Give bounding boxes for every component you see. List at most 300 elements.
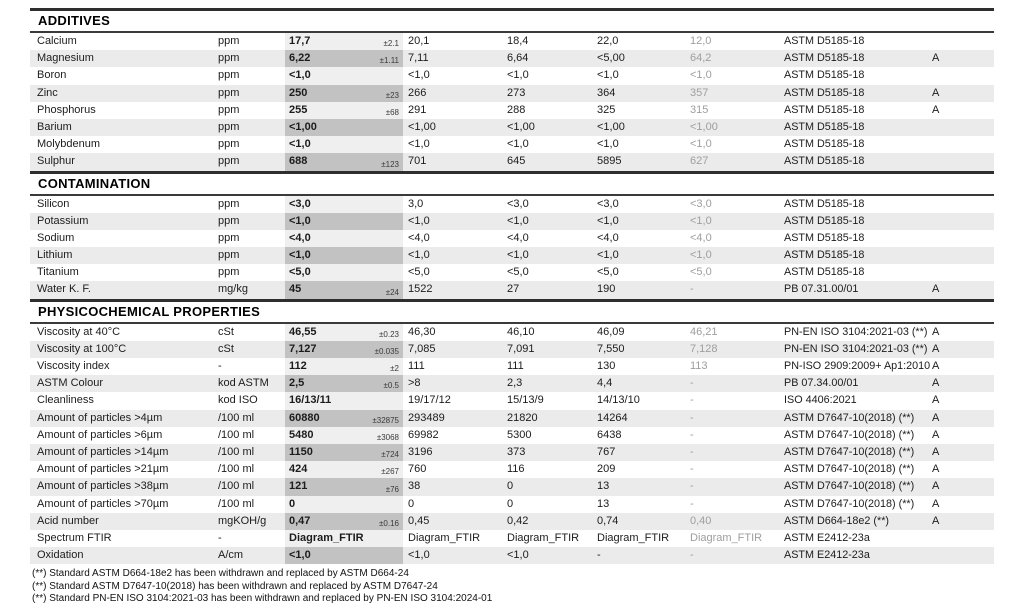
table-row [30,324,994,341]
comparison-value-4-cell: - [690,497,694,510]
parameter-name-cell: Water K. F. [37,283,91,296]
comparison-value-4-cell: 12,0 [690,35,712,47]
comparison-value-3-cell: <5,00 [597,52,625,65]
accreditation-flag-cell: A [932,86,940,99]
comparison-value-1-cell: 7,085 [408,342,436,355]
parameter-name-cell: Magnesium [37,52,94,65]
comparison-value-3-cell: 13 [597,497,610,510]
comparison-value-3-cell: 325 [597,103,616,116]
result-value-cell [285,496,403,513]
accreditation-flag-cell: A [932,411,940,424]
accreditation-flag-cell [930,33,994,50]
parameter-name-cell: Silicon [37,197,70,210]
result-value-cell [285,85,403,102]
result-value-cell [285,478,403,495]
result-value-cell [285,324,403,341]
accreditation-flag-cell: A [932,480,940,493]
parameter-name-cell: Sulphur [37,155,75,168]
comparison-value-2-cell: 116 [507,463,525,476]
test-method-cell: ASTM D5185-18 [784,103,865,116]
test-method-cell: PN-ISO 2909:2009+ Ap1:2010 [784,360,930,372]
table-row [30,496,994,513]
test-method-cell: ASTM D7647-10(2018) (**) [784,480,915,493]
comparison-value-1-cell: 0,45 [408,514,430,527]
table-row [30,547,994,564]
tolerance-value: ±23 [385,90,399,100]
comparison-value-3-cell: <3,0 [597,197,619,210]
accreditation-flag-cell: A [932,103,940,116]
table-row [30,136,994,153]
result-value-cell [285,119,403,136]
table-row [30,50,994,67]
comparison-value-4-cell: 0,40 [690,514,712,527]
comparison-value-3-cell: 4,4 [597,377,613,390]
test-method-cell: ASTM E2412-23a [784,531,870,544]
table-row [30,341,994,358]
comparison-value-4-cell: 64,2 [690,52,712,65]
comparison-value-3-cell: <1,0 [597,69,619,82]
result-value-cell [285,102,403,119]
accreditation-flag-cell: A [932,463,940,476]
comparison-value-1-cell: <1,0 [408,549,430,562]
test-method-cell: PB 07.34.00/01 [784,377,859,390]
comparison-value-3-cell: 13 [597,480,610,493]
comparison-value-2-cell: 5300 [507,428,532,441]
comparison-value-1-cell: <1,0 [408,138,430,151]
comparison-value-2-cell: 373 [507,445,526,458]
comparison-value-1-cell: 46,30 [408,325,436,338]
comparison-value-3-cell: 14/13/10 [597,394,640,407]
test-method-cell: PN-EN ISO 3104:2021-03 (**) [784,342,928,355]
accreditation-flag-cell [930,67,994,84]
result-value: <4,0 [289,231,311,244]
comparison-value-1-cell: Diagram_FTIR [408,531,481,544]
unit-cell: kod ISO [218,394,258,407]
result-value: 0 [289,497,296,510]
comparison-value-3-cell: 6438 [597,428,622,441]
table-row [30,67,994,84]
test-method-cell: ASTM D5185-18 [784,266,865,279]
result-value: <5,0 [289,266,311,279]
result-value: <1,0 [289,138,311,151]
result-value-cell [285,33,403,50]
result-value: <1,0 [289,69,311,82]
comparison-value-3-cell: 190 [597,283,616,296]
comparison-value-3-cell: Diagram_FTIR [597,531,670,544]
comparison-value-1-cell: <1,00 [408,120,436,133]
test-method-cell: ASTM E2412-23a [784,549,870,562]
comparison-value-2-cell: 15/13/9 [507,394,544,407]
comparison-value-4-cell: - [690,480,694,493]
comparison-value-3-cell: 46,09 [597,325,625,338]
table-row [30,213,994,230]
comparison-value-4-cell: <5,0 [690,266,712,279]
result-value-cell [285,461,403,478]
tolerance-value: ±0.5 [383,381,399,391]
result-value-cell [285,444,403,461]
tolerance-value: ±24 [385,287,399,297]
section-title: PHYSICOCHEMICAL PROPERTIES [30,299,994,324]
comparison-value-4-cell: <1,0 [690,249,712,262]
comparison-value-2-cell: <1,00 [507,120,535,133]
table-row [30,478,994,495]
result-value-cell [285,196,403,213]
tolerance-value: ±0.035 [374,347,399,356]
comparison-value-2-cell: <4,0 [507,231,529,244]
table-row [30,247,994,264]
comparison-value-4-cell: <1,0 [690,214,712,227]
parameter-name-cell: Viscosity at 100°C [37,342,127,355]
comparison-value-4-cell: 627 [690,155,709,168]
parameter-name-cell: Amount of particles >38µm [37,480,169,493]
tolerance-value: ±1.11 [379,56,399,66]
comparison-value-2-cell: 46,10 [507,325,535,338]
parameter-name-cell: Potassium [37,214,89,227]
result-value: 16/13/11 [289,394,332,407]
table-row [30,513,994,530]
result-value-cell [285,136,403,153]
result-value: <1,0 [289,214,311,227]
table-row [30,230,994,247]
result-value: 121 [289,480,308,493]
comparison-value-1-cell: 20,1 [408,35,430,47]
comparison-value-3-cell: <1,0 [597,214,619,227]
section-title: ADDITIVES [30,8,994,33]
test-method-cell: ASTM D7647-10(2018) (**) [784,428,915,441]
result-value: <1,0 [289,549,311,562]
unit-cell: ppm [218,249,240,262]
tolerance-value: ±0.16 [379,518,399,528]
test-method-cell: ASTM D5185-18 [784,86,865,99]
accreditation-flag-cell [930,264,994,281]
comparison-value-1-cell: <1,0 [408,249,430,262]
test-method-cell: ASTM D664-18e2 (**) [784,514,890,527]
parameter-name-cell: Amount of particles >21µm [37,463,169,476]
accreditation-flag-cell [930,247,994,264]
unit-cell: cSt [218,325,234,338]
comparison-value-2-cell: 0,42 [507,514,529,527]
test-method-cell: ISO 4406:2021 [784,394,857,407]
parameter-name-cell: Titanium [37,266,79,279]
comparison-value-2-cell: 0 [507,480,514,493]
comparison-value-3-cell: <1,0 [597,249,619,262]
tolerance-value: ±76 [385,484,399,494]
comparison-value-2-cell: 273 [507,86,526,99]
result-value-cell [285,281,403,298]
result-value: 424 [289,463,308,476]
unit-cell: ppm [218,231,240,244]
result-value: 255 [289,103,308,116]
parameter-name-cell: Calcium [37,35,77,47]
parameter-name-cell: Zinc [37,86,58,99]
result-value-cell [285,341,403,358]
result-value-cell [285,392,403,409]
comparison-value-2-cell: <1,0 [507,69,529,82]
unit-cell: ppm [218,138,240,151]
comparison-value-1-cell: 111 [408,360,425,372]
parameter-name-cell: Barium [37,120,72,133]
tolerance-value: ±0.23 [379,329,399,339]
comparison-value-1-cell: 3196 [408,445,433,458]
comparison-value-3-cell: 7,550 [597,342,625,355]
test-method-cell: ASTM D5185-18 [784,155,865,168]
comparison-value-2-cell: 18,4 [507,35,529,47]
comparison-value-2-cell: 6,64 [507,52,529,65]
comparison-value-4-cell: - [690,428,694,441]
result-value-cell [285,427,403,444]
accreditation-flag-cell [930,153,994,170]
parameter-name-cell: ASTM Colour [37,377,104,390]
test-method-cell: ASTM D5185-18 [784,69,865,82]
section-title: CONTAMINATION [30,171,994,196]
comparison-value-2-cell: 7,091 [507,342,535,355]
accreditation-flag-cell: A [932,514,940,527]
comparison-value-4-cell: 113 [690,360,708,372]
comparison-value-4-cell: 357 [690,86,709,99]
result-value: 2,5 [289,377,305,390]
comparison-value-2-cell: <1,0 [507,249,529,262]
test-method-cell: ASTM D5185-18 [784,249,865,262]
comparison-value-1-cell: 3,0 [408,197,424,210]
result-value-cell [285,358,403,375]
parameter-name-cell: Viscosity index [37,360,110,372]
tolerance-value: ±123 [381,159,399,169]
table-row [30,392,994,409]
tolerance-value: ±68 [385,107,399,117]
comparison-value-1-cell: 701 [408,155,427,168]
result-value-cell [285,247,403,264]
accreditation-flag-cell: A [932,428,940,441]
unit-cell: ppm [218,86,240,99]
result-value: 1150 [289,445,313,458]
comparison-value-1-cell: 19/17/12 [408,394,451,407]
comparison-value-3-cell: <5,0 [597,266,619,279]
test-method-cell: ASTM D5185-18 [784,231,865,244]
section-contamination [30,171,994,299]
result-value: 112 [289,360,307,372]
comparison-value-1-cell: 760 [408,463,427,476]
comparison-value-4-cell: - [690,411,694,424]
parameter-name-cell: Acid number [37,514,99,527]
comparison-value-3-cell: - [597,549,601,562]
comparison-value-2-cell: 645 [507,155,526,168]
unit-cell: mgKOH/g [218,514,267,527]
comparison-value-4-cell: - [690,445,694,458]
comparison-value-2-cell: <1,0 [507,214,529,227]
unit-cell: /100 ml [218,480,255,493]
footnote-line: (**) Standard ASTM D7647-10(2018) has been withdrawn and replaced by ASTM D7647-24 [32,580,438,592]
test-method-cell: ASTM D5185-18 [784,120,865,133]
table-row [30,102,994,119]
comparison-value-2-cell: Diagram_FTIR [507,531,580,544]
comparison-value-3-cell: 364 [597,86,616,99]
unit-cell: A/cm [218,549,244,562]
comparison-value-2-cell: <1,0 [507,138,529,151]
test-method-cell: ASTM D7647-10(2018) (**) [784,463,915,476]
comparison-value-3-cell: 767 [597,445,616,458]
table-row [30,444,994,461]
test-method-cell: PB 07.31.00/01 [784,283,859,296]
comparison-value-3-cell: 22,0 [597,35,619,47]
table-row [30,461,994,478]
parameter-name-cell: Cleanliness [37,394,94,407]
accreditation-flag-cell [930,213,994,230]
unit-cell: ppm [218,69,240,82]
unit-cell: mg/kg [218,283,248,296]
result-value-cell [285,410,403,427]
comparison-value-4-cell: 46,21 [690,325,718,338]
comparison-value-4-cell: <1,00 [690,120,718,133]
comparison-value-2-cell: <1,0 [507,549,529,562]
test-method-cell: ASTM D5185-18 [784,197,865,210]
table-row [30,375,994,392]
unit-cell: /100 ml [218,497,255,510]
unit-cell: ppm [218,35,240,47]
table-row [30,196,994,213]
unit-cell: /100 ml [218,411,255,424]
test-method-cell: ASTM D7647-10(2018) (**) [784,497,915,510]
result-value-cell [285,547,403,564]
accreditation-flag-cell: A [932,283,940,296]
comparison-value-1-cell: 0 [408,497,415,510]
unit-cell: ppm [218,103,240,116]
result-value-cell [285,67,403,84]
comparison-value-1-cell: <1,0 [408,214,430,227]
parameter-name-cell: Lithium [37,249,73,262]
comparison-value-1-cell: >8 [408,377,421,390]
table-row [30,530,994,547]
report-sections [30,8,994,564]
accreditation-flag-cell: A [932,497,940,510]
parameter-name-cell: Boron [37,69,67,82]
comparison-value-1-cell: 293489 [408,411,445,424]
comparison-value-1-cell: <5,0 [408,266,430,279]
parameter-name-cell: Amount of particles >6µm [37,428,163,441]
result-value-cell [285,50,403,67]
footnote-line: (**) Standard PN-EN ISO 3104:2021-03 has been withdrawn and replaced by PN-EN ISO 3104:2024-01 [32,593,493,605]
accreditation-flag-cell: A [932,445,940,458]
accreditation-flag-cell: A [932,394,940,407]
table-row [30,264,994,281]
test-method-cell: ASTM D5185-18 [784,52,865,65]
accreditation-flag-cell: A [932,377,940,390]
comparison-value-1-cell: 1522 [408,283,433,296]
table-row [30,153,994,170]
section-additives [30,8,994,171]
result-value: <1,0 [289,249,311,262]
unit-cell: ppm [218,214,240,227]
unit-cell: /100 ml [218,445,255,458]
unit-cell: ppm [218,155,240,168]
accreditation-flag-cell: A [932,325,940,338]
table-row [30,33,994,50]
comparison-value-2-cell: 0 [507,497,514,510]
unit-cell: ppm [218,52,240,65]
test-method-cell: ASTM D5185-18 [784,214,865,227]
accreditation-flag-cell: A [932,342,940,355]
comparison-value-3-cell: 0,74 [597,514,619,527]
parameter-name-cell: Viscosity at 40°C [37,325,121,338]
unit-cell: ppm [218,197,240,210]
accreditation-flag-cell: A [932,360,940,372]
parameter-name-cell: Phosphorus [37,103,96,116]
unit-cell: kod ASTM [218,377,269,390]
parameter-name-cell: Amount of particles >70µm [37,497,169,510]
table-row [30,358,994,375]
parameter-name-cell: Amount of particles >14µm [37,445,169,458]
comparison-value-4-cell: - [690,377,694,390]
unit-cell: ppm [218,266,240,279]
comparison-value-3-cell: 130 [597,360,616,372]
result-value-cell [285,264,403,281]
comparison-value-1-cell: 69982 [408,428,439,441]
comparison-value-2-cell: <5,0 [507,266,529,279]
parameter-name-cell: Amount of particles >4µm [37,411,163,424]
table-row [30,410,994,427]
unit-cell: - [218,360,222,372]
accreditation-flag-cell [930,230,994,247]
accreditation-flag-cell [930,119,994,136]
result-value: 7,127 [289,342,317,355]
result-value-cell [285,153,403,170]
result-value: 60880 [289,411,320,424]
comparison-value-1-cell: 291 [408,103,427,116]
accreditation-flag-cell [930,530,994,547]
result-value-cell [285,513,403,530]
comparison-value-2-cell: 288 [507,103,526,116]
comparison-value-4-cell: <4,0 [690,231,712,244]
result-value: 250 [289,86,308,99]
test-method-cell: ASTM D7647-10(2018) (**) [784,445,915,458]
comparison-value-4-cell: - [690,549,694,562]
unit-cell: cSt [218,342,234,355]
comparison-value-1-cell: 266 [408,86,427,99]
result-value: <1,00 [289,120,317,133]
comparison-value-2-cell: <3,0 [507,197,529,210]
comparison-value-4-cell: <3,0 [690,197,712,210]
tolerance-value: ±724 [381,450,399,460]
unit-cell: - [218,531,222,544]
comparison-value-2-cell: 21820 [507,411,538,424]
result-value: 45 [289,283,302,296]
comparison-value-4-cell: - [690,463,694,476]
tolerance-value: ±32875 [372,415,399,425]
comparison-value-2-cell: 2,3 [507,377,523,390]
result-value: <3,0 [289,197,311,210]
table-row [30,281,994,298]
result-value: 46,55 [289,325,317,338]
comparison-value-3-cell: 5895 [597,155,622,168]
tolerance-value: ±267 [381,467,399,477]
accreditation-flag-cell [930,136,994,153]
test-method-cell: ASTM D5185-18 [784,138,865,151]
result-value: Diagram_FTIR [289,531,364,544]
tolerance-value: ±3068 [376,432,399,442]
accreditation-flag-cell: A [932,52,940,65]
table-row [30,119,994,136]
section-physicochemical-properties [30,299,994,565]
comparison-value-3-cell: 14264 [597,411,628,424]
footnote-line: (**) Standard ASTM D664-18e2 has been withdrawn and replaced by ASTM D664-24 [32,568,409,580]
comparison-value-1-cell: <1,0 [408,69,430,82]
comparison-value-4-cell: 7,128 [690,342,718,355]
comparison-value-1-cell: 7,11 [408,52,429,65]
unit-cell: /100 ml [218,463,255,476]
comparison-value-4-cell: Diagram_FTIR [690,531,763,544]
table-row [30,85,994,102]
parameter-name-cell: Sodium [37,231,75,244]
result-value-cell [285,213,403,230]
